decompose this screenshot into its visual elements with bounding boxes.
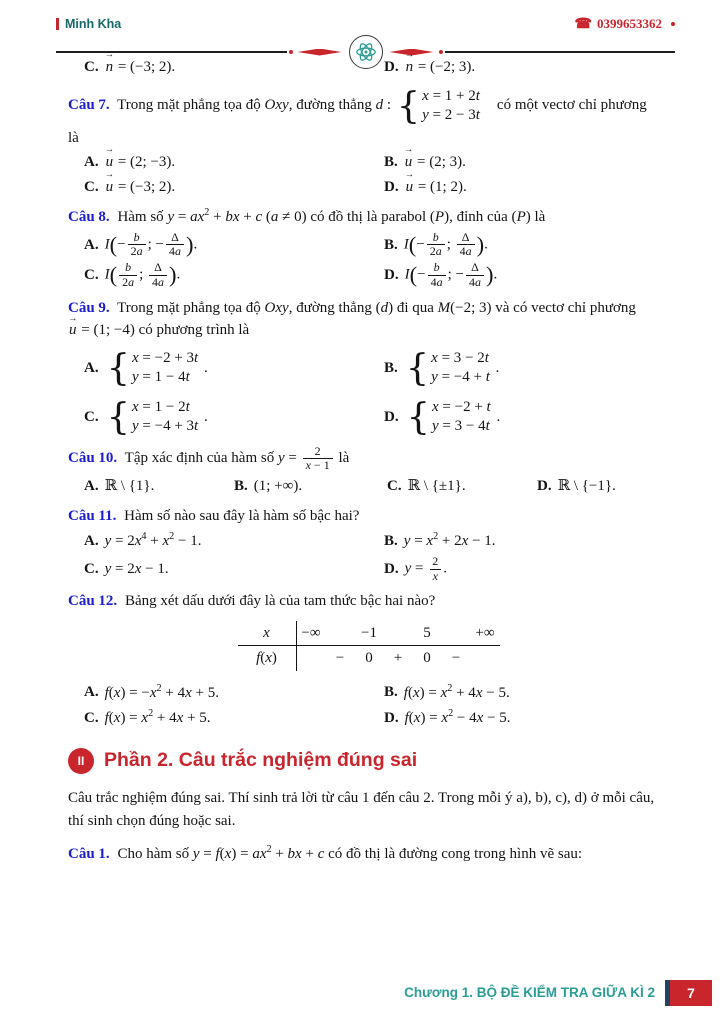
option-text: u → = (2; −3). <box>105 151 176 174</box>
brand-name: Minh Kha <box>65 16 122 31</box>
question-body <box>68 505 669 528</box>
table-cell: + <box>393 650 403 667</box>
red-tick-icon <box>56 18 59 30</box>
option-text: y = $\frac{2}{x}$ . <box>404 553 447 583</box>
phone <box>575 14 675 35</box>
option-a <box>84 151 384 174</box>
question-text: Hàm số $y = ax^2$ + bx + c (a ≠ 0) có đồ thị là parabol (P), đỉnh của (P) là <box>117 207 546 225</box>
option-b <box>234 475 387 498</box>
option-label: C. <box>387 478 402 495</box>
phone-icon: ☎ <box>574 16 592 32</box>
option-d <box>537 475 669 498</box>
option-text: I(− $\frac{b}{2a}$ ; $\frac{\Delta}{4a}$ ). <box>403 229 488 259</box>
page-content <box>68 54 669 868</box>
option-text: ℝ \ {±1}. <box>407 478 466 495</box>
option-label: B. <box>384 154 398 170</box>
option-text: y = 2x − 1. <box>104 560 169 577</box>
table-cell: 5 <box>423 624 431 641</box>
option-text: $f(x) = x^2 - 4x - 5$. <box>404 708 511 727</box>
option-b <box>384 231 669 260</box>
brand <box>56 15 121 34</box>
option-label: A. <box>84 478 99 495</box>
table-cell: +∞ <box>475 624 495 641</box>
question-number: Câu 1. <box>68 846 110 863</box>
option-d <box>384 261 669 290</box>
table-cell: −∞ <box>301 624 321 641</box>
question-7 <box>68 83 669 199</box>
table-cell: −1 <box>361 624 377 641</box>
option-b <box>384 345 669 389</box>
option-c <box>84 56 384 79</box>
table-cell: 0 <box>365 650 373 667</box>
option-label: B. <box>384 359 398 376</box>
question-body <box>68 297 669 342</box>
question-text: Trong mặt phẳng tọa độ Oxy, đường thẳng (d) đi qua M(−2; 3) và có vectơ chỉ phương u → = (1; −4) có phương trình là <box>68 300 636 339</box>
question-body <box>68 842 669 866</box>
table-cell <box>297 647 326 670</box>
section-badge: II <box>68 748 94 774</box>
question-body <box>68 83 669 150</box>
page-footer <box>404 980 712 1006</box>
ornament-line-right <box>445 51 676 53</box>
question-body <box>68 205 669 229</box>
chapter-title: Chương 1. BỘ ĐỀ KIỂM TRA GIỮA KÌ 2 <box>404 984 655 1000</box>
option-text: $f(x) = x^2 + 4x + 5$. <box>104 708 211 727</box>
option-d <box>384 394 669 438</box>
option-label: A. <box>84 684 99 701</box>
option-d <box>384 706 669 730</box>
option-c <box>84 176 384 199</box>
table-cell <box>384 622 413 645</box>
option-text: $y = 2x^4 + x^2 - 1$. <box>104 531 202 550</box>
option-text: { x = 1 − 2t y = −4 + 3t . <box>106 394 208 438</box>
option-label: C. <box>84 709 99 726</box>
question-text: Tập xác định của hàm số y = $\frac{2}{x - 1}$ là <box>124 443 350 473</box>
option-label: D. <box>384 59 399 75</box>
question-9 <box>68 297 669 438</box>
question-8 <box>68 205 669 290</box>
question-number: Câu 10. <box>68 450 118 467</box>
option-text: I(− $\frac{b}{4a}$ ; − $\frac{\Delta}{4a}$ ). <box>404 260 498 289</box>
option-label: B. <box>384 532 398 549</box>
option-label: A. <box>84 154 99 170</box>
option-label: C. <box>84 560 99 577</box>
part2-question-1 <box>68 842 669 866</box>
question-number: Câu 8. <box>68 209 110 225</box>
question-number: Câu 11. <box>68 507 117 524</box>
options <box>68 475 669 498</box>
option-text: { x = −2 + t y = 3 − 4t . <box>406 394 501 438</box>
option-text: $f(x) = x^2 + 4x - 5$. <box>403 682 510 701</box>
red-dot-icon <box>671 22 675 26</box>
option-label: C. <box>84 59 99 75</box>
option-text: ℝ \ {1}. <box>104 478 155 495</box>
option-label: D. <box>384 267 399 284</box>
question-text: Cho hàm số $y = f(x) = ax^2$ + bx + c có đồ thị là đường cong trong hình vẽ sau: <box>117 844 583 863</box>
option-text: n → = (−2; 3). <box>405 56 476 79</box>
table-cell <box>326 622 355 645</box>
option-text: u → = (1; 2). <box>405 176 467 199</box>
option-d <box>384 56 669 79</box>
question-body <box>68 590 669 613</box>
option-d <box>384 555 669 584</box>
option-label: A. <box>84 359 99 376</box>
option-label: B. <box>234 478 248 495</box>
sign-table <box>238 621 500 671</box>
option-c <box>84 706 384 730</box>
section-2-intro: Câu trắc nghiệm đúng sai. Thí sinh trả lời từ câu 1 đến câu 2. Trong mỗi ý a), b), c), d) ở mỗi câu, thí sinh chọn đúng hoặc sai. <box>68 790 655 829</box>
page-number-badge: 7 <box>665 980 712 1006</box>
option-a <box>84 345 384 389</box>
question-12 <box>68 590 669 730</box>
header-top-row <box>56 14 675 34</box>
option-label: A. <box>84 532 99 549</box>
option-b <box>384 151 669 174</box>
table-cell: − <box>335 650 345 667</box>
option-text: I(− $\frac{b}{2a}$ ; − $\frac{\Delta}{4a}$ ). <box>104 229 198 259</box>
section-title: Phần 2. Câu trắc nghiệm đúng sai <box>104 748 418 771</box>
question-text: Bảng xét dấu dưới đây là của tam thức bậc hai nào? <box>124 593 436 610</box>
table-cell: − <box>451 650 461 667</box>
table-cell: 0 <box>423 650 431 667</box>
sign-table-var: x <box>238 621 297 646</box>
option-label: D. <box>384 178 399 195</box>
question-number: Câu 12. <box>68 593 118 610</box>
option-text: I( $\frac{b}{2a}$ ; $\frac{\Delta}{4a}$ ). <box>104 260 181 289</box>
option-c <box>84 261 384 290</box>
option-label: C. <box>84 267 99 284</box>
option-a <box>84 475 234 498</box>
phone-number: 0399653362 <box>597 16 662 32</box>
option-a <box>84 529 384 553</box>
option-a <box>84 231 384 260</box>
option-text: ℝ \ {−1}. <box>557 478 616 495</box>
option-text: $f(x) = -x^2 + 4x + 5$. <box>104 682 219 701</box>
option-label: D. <box>384 560 399 577</box>
ornament-line-left <box>56 51 287 53</box>
section-2-header <box>68 746 669 775</box>
option-d <box>384 176 669 199</box>
table-cell <box>442 622 471 645</box>
option-text: u → = (2; 3). <box>404 151 466 174</box>
option-c <box>84 555 384 584</box>
option-label: A. <box>84 236 99 253</box>
option-text: (1; +∞). <box>253 478 303 495</box>
sign-table-row-fx <box>238 646 500 671</box>
sign-table-sign-values <box>297 646 500 671</box>
question-text: Hàm số nào sau đây là hàm số bậc hai? <box>124 507 360 524</box>
options <box>68 681 669 730</box>
option-label: D. <box>384 709 399 726</box>
option-label: D. <box>537 478 552 495</box>
option-text: $y = x^2 + 2x - 1$. <box>403 531 496 550</box>
options <box>68 345 669 438</box>
options-previous-question <box>68 56 669 79</box>
option-c <box>387 475 537 498</box>
options <box>68 231 669 290</box>
option-b <box>384 681 669 705</box>
option-label: C. <box>84 408 99 425</box>
option-label: C. <box>84 178 99 195</box>
question-text: Trong mặt phẳng tọa độ Oxy, đường thẳng d : { x = 1 + 2t y = 2 − 3t có một vectơ chỉ phương là <box>68 83 647 146</box>
option-label: D. <box>384 408 399 425</box>
question-number: Câu 9. <box>68 299 110 316</box>
option-a <box>84 681 384 705</box>
option-label: B. <box>384 236 398 253</box>
options <box>68 529 669 583</box>
question-11 <box>68 505 669 584</box>
sign-table-row-x <box>238 621 500 647</box>
sign-table-x-values <box>297 621 500 646</box>
sign-table-func: f(x) <box>238 646 297 671</box>
option-text: n → = (−3; 2). <box>105 56 176 79</box>
option-b <box>384 529 669 553</box>
question-10 <box>68 445 669 498</box>
question-body <box>68 445 669 474</box>
option-text: { x = 3 − 2t y = −4 + t . <box>405 345 500 389</box>
option-text: { x = −2 + 3t y = 1 − 4t . <box>106 345 208 389</box>
option-label: B. <box>384 684 398 701</box>
table-cell <box>471 647 500 670</box>
question-number: Câu 7. <box>68 97 110 114</box>
option-c <box>84 394 384 438</box>
options <box>68 151 669 198</box>
option-text: u → = (−3; 2). <box>105 176 176 199</box>
